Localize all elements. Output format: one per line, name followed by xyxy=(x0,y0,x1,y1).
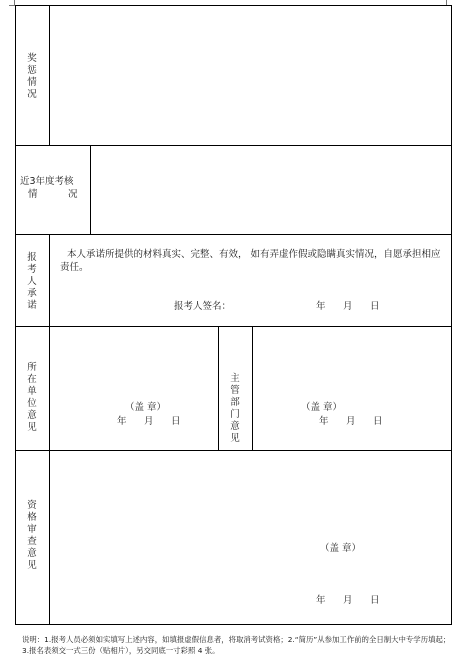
row-divider-assessment xyxy=(15,234,452,235)
review-seal: （盖 章） xyxy=(320,543,362,554)
unit-date-year: 年 xyxy=(117,416,127,427)
table-border-left xyxy=(15,5,16,625)
unit-opinion-label: 所在单位意见 xyxy=(27,362,37,433)
dept-date-day: 日 xyxy=(373,416,383,427)
unit-seal: （盖 章） xyxy=(125,402,167,413)
col-divider-assessment xyxy=(90,145,91,235)
table-border-top xyxy=(15,5,452,6)
pledge-text: 本人承诺所提供的材料真实、完整、有效， 如有弄虚作假或隐瞒真实情况，自愿承担相应责任。 xyxy=(60,249,441,273)
review-date-day: 日 xyxy=(370,595,380,606)
signature-label: 报考人签名： xyxy=(174,301,232,312)
row-divider-pledge xyxy=(15,326,452,327)
pledge-date-day: 日 xyxy=(370,301,380,312)
assessment-label-line2a: 情 xyxy=(28,189,38,200)
dept-date-year: 年 xyxy=(319,416,329,427)
col-divider-awards xyxy=(49,5,50,146)
pledge-label: 报考人承诺 xyxy=(27,252,37,311)
assessment-label-line1: 近3年度考核 xyxy=(20,176,74,187)
pledge-date-year: 年 xyxy=(316,301,326,312)
dept-opinion-label: 主管部门意见 xyxy=(230,373,240,444)
unit-date-day: 日 xyxy=(171,416,181,427)
col-divider-dept xyxy=(252,326,253,451)
col-divider-label xyxy=(49,234,50,625)
assessment-label-line2b: 况 xyxy=(68,189,78,200)
review-date-year: 年 xyxy=(316,595,326,606)
unit-date-month: 月 xyxy=(144,416,154,427)
col-divider-unit xyxy=(218,326,219,451)
awards-label: 奖惩情况 xyxy=(27,53,37,100)
footnote: 说明：1.报考人员必须如实填写上述内容，如填报虚假信息者，将取消考试资格；2.“简历”从参加工作前的全日制大中专学历填起；3.报名表须交一式三份（贴相片），另交同底一寸彩照 4 张。 xyxy=(22,635,451,655)
review-label: 资格审查意见 xyxy=(27,500,37,571)
table-border-right xyxy=(451,5,452,625)
pledge-date-month: 月 xyxy=(343,301,353,312)
row-divider-opinions xyxy=(15,450,452,451)
table-border-bottom xyxy=(15,624,452,625)
row-divider-awards xyxy=(15,145,452,146)
dept-date-month: 月 xyxy=(346,416,356,427)
dept-seal: （盖 章） xyxy=(301,402,343,413)
review-date-month: 月 xyxy=(343,595,353,606)
